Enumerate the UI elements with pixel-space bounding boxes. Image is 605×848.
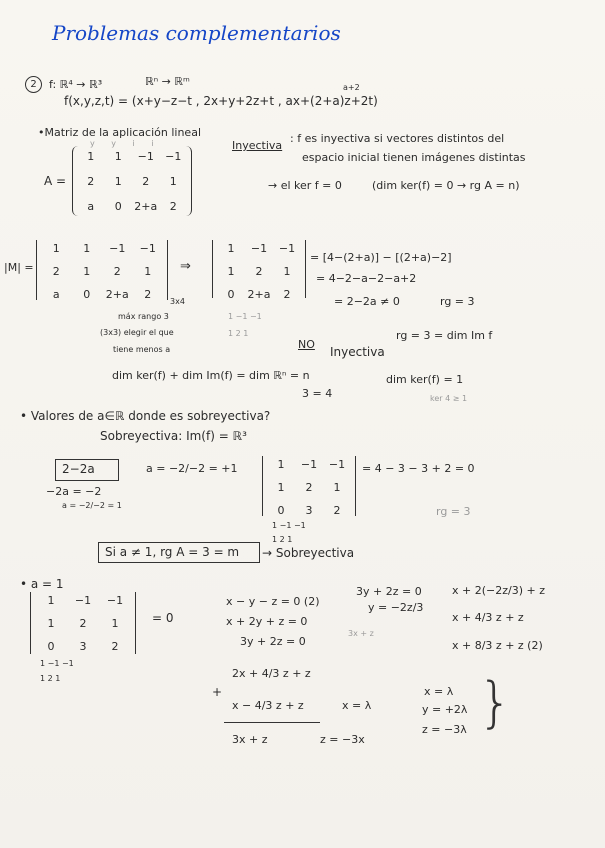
big-det-grid xyxy=(41,242,163,301)
big-det-cell: −1 xyxy=(139,242,156,255)
sub-det-cell: 2+a xyxy=(247,288,271,301)
substitution-3: x + 8/3 z + z (2) xyxy=(452,639,543,652)
matrix-a-cell: 1 xyxy=(87,150,95,163)
sub-det-grid xyxy=(217,242,301,301)
a1-det-extra-1: 1 −1 −1 xyxy=(40,659,74,668)
surj-det-cell: 1 xyxy=(277,481,285,494)
sub-det-cell: 1 xyxy=(283,265,291,278)
a1-det-extra-2: 1 2 1 xyxy=(40,674,61,683)
boxed-expression xyxy=(55,459,119,481)
faint-mid-note: 3x + z xyxy=(348,629,374,638)
rank-dim-image: rg = 3 = dim Im f xyxy=(396,329,493,342)
solution-brace: } xyxy=(478,671,513,734)
a1-det-cell: 1 xyxy=(47,594,55,607)
dimension-formula: dim ker(f) + dim Im(f) = dim ℝⁿ = n xyxy=(112,369,310,382)
injective-text-2: espacio inicial tienen imágenes distintas xyxy=(302,151,526,164)
surj-det-cell: 1 xyxy=(333,481,341,494)
map-general: ℝⁿ → ℝᵐ xyxy=(145,75,190,88)
injective-condition-2: (dim ker(f) = 0 → rg A = n) xyxy=(372,179,520,192)
faint-row-1: 1 −1 −1 xyxy=(228,312,262,321)
conclusion-box xyxy=(98,542,260,563)
matrix-label: A = xyxy=(44,174,67,188)
matrix-a-grid xyxy=(77,150,187,213)
matrix-a-cell: −1 xyxy=(165,150,182,163)
injective-condition: → el ker f = 0 xyxy=(268,179,342,192)
solution-y: y = +2λ xyxy=(422,703,468,716)
dimension-kernel: dim ker(f) = 1 xyxy=(386,373,464,386)
surj-det-cell: 2 xyxy=(305,481,313,494)
sub-det-cell: 0 xyxy=(227,288,235,301)
boxed-text: 2−2a xyxy=(62,462,95,476)
solution-x: x = λ xyxy=(424,685,454,698)
sub-det-cell: 1 xyxy=(227,265,235,278)
a1-det-cell: −1 xyxy=(106,594,124,607)
equation-2: x + 2y + z = 0 xyxy=(226,615,308,628)
calc-line-3: = 2−2a ≠ 0 xyxy=(334,295,400,308)
faint-kernel-note: ker 4 ≥ 1 xyxy=(430,394,468,403)
plus-sign: + xyxy=(212,685,223,699)
sub-det-cell: 2 xyxy=(255,265,263,278)
substitution-1: x + 2(−2z/3) + z xyxy=(452,584,545,597)
calc-line-2: = 4−2−a−2−a+2 xyxy=(316,272,417,285)
faint-row-2: 1 2 1 xyxy=(228,329,249,338)
sub-det-cell: −1 xyxy=(250,242,268,255)
no-injective: Inyectiva xyxy=(330,345,385,359)
a1-determinant xyxy=(30,592,136,654)
sum-result: 3x + z xyxy=(232,733,268,746)
surj-det-grid xyxy=(267,458,351,517)
a1-det-cell: 1 xyxy=(111,617,119,630)
matrix-a-cell: 1 xyxy=(114,150,122,163)
sum-line-2: x − 4/3 z + z xyxy=(232,699,304,712)
surj-det-extra-2: 1 2 1 xyxy=(272,535,293,544)
a1-det-cell: 0 xyxy=(47,640,55,653)
map-definition: f(x,y,z,t) = (x+y−z−t , 2x+y+2z+t , ax+(2+a)z+2t) xyxy=(64,94,378,108)
sub-det-cell: 1 xyxy=(227,242,235,255)
big-det-cell: a xyxy=(52,288,60,301)
surj-det-result: = 4 − 3 − 3 + 2 = 0 xyxy=(362,462,475,475)
big-det-cell: 0 xyxy=(83,288,91,301)
matrix-a-cell: −1 xyxy=(137,150,154,163)
surj-det-cell: 2 xyxy=(333,504,341,517)
column-marks: y y i i xyxy=(90,139,161,148)
page-title: Problemas complementarios xyxy=(52,21,341,45)
big-det-cell: 1 xyxy=(83,242,91,255)
note-choose: (3x3) elegir el que xyxy=(100,328,174,337)
matrix-a xyxy=(72,146,192,216)
implies-arrow: ⇒ xyxy=(180,259,191,274)
big-det-cell: 2+a xyxy=(105,288,129,301)
sub-det-cell: 2 xyxy=(283,288,291,301)
surjective-heading: • Valores de a∈ℝ donde es sobreyectiva? xyxy=(20,409,271,423)
sub-determinant xyxy=(212,240,306,301)
matrix-a-cell: 2 xyxy=(142,175,150,188)
a1-det-cell: 3 xyxy=(79,640,87,653)
surj-det-cell: −1 xyxy=(328,458,346,471)
surj-det-cell: 1 xyxy=(277,458,285,471)
a1-det-cell: 2 xyxy=(111,640,119,653)
map-domain: f: ℝ⁴ → ℝ³ xyxy=(49,78,103,91)
big-determinant xyxy=(36,240,168,300)
a1-det-grid xyxy=(35,594,131,653)
big-det-cell: 2 xyxy=(52,265,60,278)
solve-step-2: a = −2/−2 = 1 xyxy=(62,501,122,510)
sub-det-cell: −1 xyxy=(278,242,296,255)
sum-underline xyxy=(224,722,320,723)
sum-x: x = λ xyxy=(342,699,372,712)
surj-det-cell: −1 xyxy=(300,458,318,471)
a1-det-cell: −1 xyxy=(74,594,92,607)
note-max-rank: máx rango 3 xyxy=(118,312,169,321)
surjective-definition: Sobreyectiva: Im(f) = ℝ³ xyxy=(100,429,247,443)
a1-det-cell: 1 xyxy=(47,617,55,630)
a-equals-1-heading: • a = 1 xyxy=(20,577,64,591)
surj-det-cell: 3 xyxy=(305,504,313,517)
dimension-values: 3 = 4 xyxy=(302,387,333,400)
note-fewest-a: tiene menos a xyxy=(113,345,171,354)
matrix-a-cell: 1 xyxy=(169,175,177,188)
surj-rank-pencil: rg = 3 xyxy=(436,505,471,518)
a1-det-cell: 2 xyxy=(79,617,87,630)
a1-det-equals: = 0 xyxy=(152,611,174,625)
step-2: y = −2z/3 xyxy=(368,601,424,614)
conclusion-surjective: → Sobreyectiva xyxy=(262,546,355,560)
matrix-a-cell: 2+a xyxy=(134,200,158,213)
big-det-cell: 1 xyxy=(52,242,60,255)
sum-line-1: 2x + 4/3 z + z xyxy=(232,667,311,680)
matrix-a-cell: 0 xyxy=(114,200,122,213)
sum-z: z = −3x xyxy=(320,733,365,746)
substitution-2: x + 4/3 z + z xyxy=(452,611,524,624)
big-det-cell: −1 xyxy=(109,242,126,255)
matrix-a-cell: 1 xyxy=(114,175,122,188)
equation-3: 3y + 2z = 0 xyxy=(240,635,306,648)
conclusion-text: Si a ≠ 1, rg A = 3 = m xyxy=(105,545,240,559)
problem-number-circle: 2 xyxy=(25,76,42,93)
big-det-cell: 1 xyxy=(83,265,91,278)
big-det-cell: 1 xyxy=(144,265,152,278)
calc-line-1: = [4−(2+a)] − [(2+a)−2] xyxy=(310,251,452,264)
solve-step-1: −2a = −2 xyxy=(46,485,102,498)
matrix-a-cell: a xyxy=(87,200,95,213)
big-det-cell: 2 xyxy=(113,265,121,278)
rank-result: rg = 3 xyxy=(440,295,475,308)
surj-det-cell: 0 xyxy=(277,504,285,517)
surj-det-extra-1: 1 −1 −1 xyxy=(272,521,306,530)
injective-text-1: : f es inyectiva si vectores distintos del xyxy=(290,132,505,145)
surj-determinant xyxy=(262,456,356,516)
matrix-heading: •Matriz de la aplicación lineal xyxy=(38,126,201,139)
matrix-a-cell: 2 xyxy=(87,175,95,188)
no-label: NO xyxy=(298,338,315,351)
solution-z: z = −3λ xyxy=(422,723,467,736)
size-label: 3x4 xyxy=(170,297,185,306)
determinant-label: |M| = xyxy=(4,261,34,274)
matrix-a-cell: 2 xyxy=(169,200,177,213)
equation-1: x − y − z = 0 (2) xyxy=(226,595,320,608)
superscript-note: a+2 xyxy=(343,83,360,92)
step-1: 3y + 2z = 0 xyxy=(356,585,422,598)
big-det-cell: 2 xyxy=(144,288,152,301)
solve-right: a = −2/−2 = +1 xyxy=(146,462,238,475)
injective-title: Inyectiva xyxy=(232,139,283,152)
